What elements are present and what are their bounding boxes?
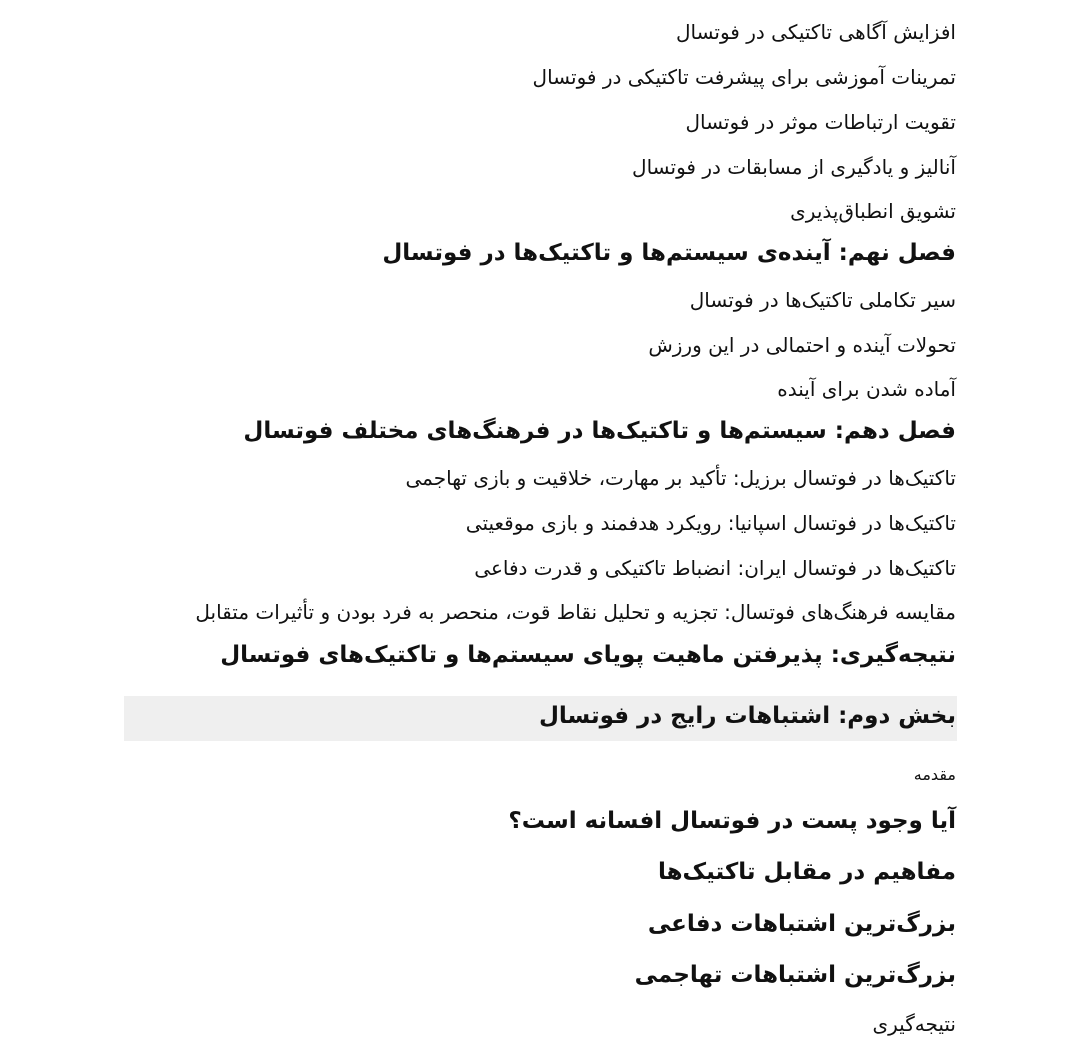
toc-entry: آماده شدن برای آینده: [777, 377, 956, 401]
toc-entry: سیر تکاملی تاکتیک‌ها در فوتسال: [689, 288, 956, 312]
topic-heading: مفاهیم در مقابل تاکتیک‌ها: [657, 859, 956, 885]
intro-entry: مقدمه: [913, 765, 956, 784]
toc-entry: تقویت ارتباطات موثر در فوتسال: [685, 110, 956, 134]
topic-heading: بزرگ‌ترین اشتباهات تهاجمی: [634, 962, 956, 988]
toc-entry: تشویق انطباق‌پذیری: [790, 199, 956, 223]
toc-entry: مقایسه فرهنگ‌های فوتسال: تجزیه و تحلیل نقاط قوت، منحصر به فرد بودن و تأثیرات متقابل: [195, 600, 956, 624]
chapter-heading: فصل نهم: آینده‌ی سیستم‌ها و تاکتیک‌ها در فوتسال: [382, 240, 956, 266]
toc-entry: تمرینات آموزشی برای پیشرفت تاکتیکی در فوتسال: [532, 65, 956, 89]
toc-entry: تحولات آینده و احتمالی در این ورزش: [648, 333, 956, 357]
conclusion-entry: نتیجه‌گیری: [872, 1012, 956, 1036]
toc-entry: تاکتیک‌ها در فوتسال اسپانیا: رویکرد هدفمند و بازی موقعیتی: [465, 511, 956, 535]
section-title: بخش دوم: اشتباهات رایج در فوتسال: [538, 703, 956, 729]
toc-entry: افزایش آگاهی تاکتیکی در فوتسال: [675, 20, 956, 44]
topic-heading: بزرگ‌ترین اشتباهات دفاعی: [647, 911, 956, 937]
toc-entry: تاکتیک‌ها در فوتسال برزیل: تأکید بر مهارت، خلاقیت و بازی تهاجمی: [405, 466, 956, 490]
conclusion-heading: نتیجه‌گیری: پذیرفتن ماهیت پویای سیستم‌ها و تاکتیک‌های فوتسال: [220, 642, 956, 668]
toc-entry: آنالیز و یادگیری از مسابقات در فوتسال: [632, 155, 956, 179]
toc-entry: تاکتیک‌ها در فوتسال ایران: انضباط تاکتیکی و قدرت دفاعی: [474, 556, 956, 580]
chapter-heading: فصل دهم: سیستم‌ها و تاکتیک‌ها در فرهنگ‌های مختلف فوتسال: [243, 418, 956, 444]
topic-heading: آیا وجود پست در فوتسال افسانه است؟: [508, 808, 956, 834]
